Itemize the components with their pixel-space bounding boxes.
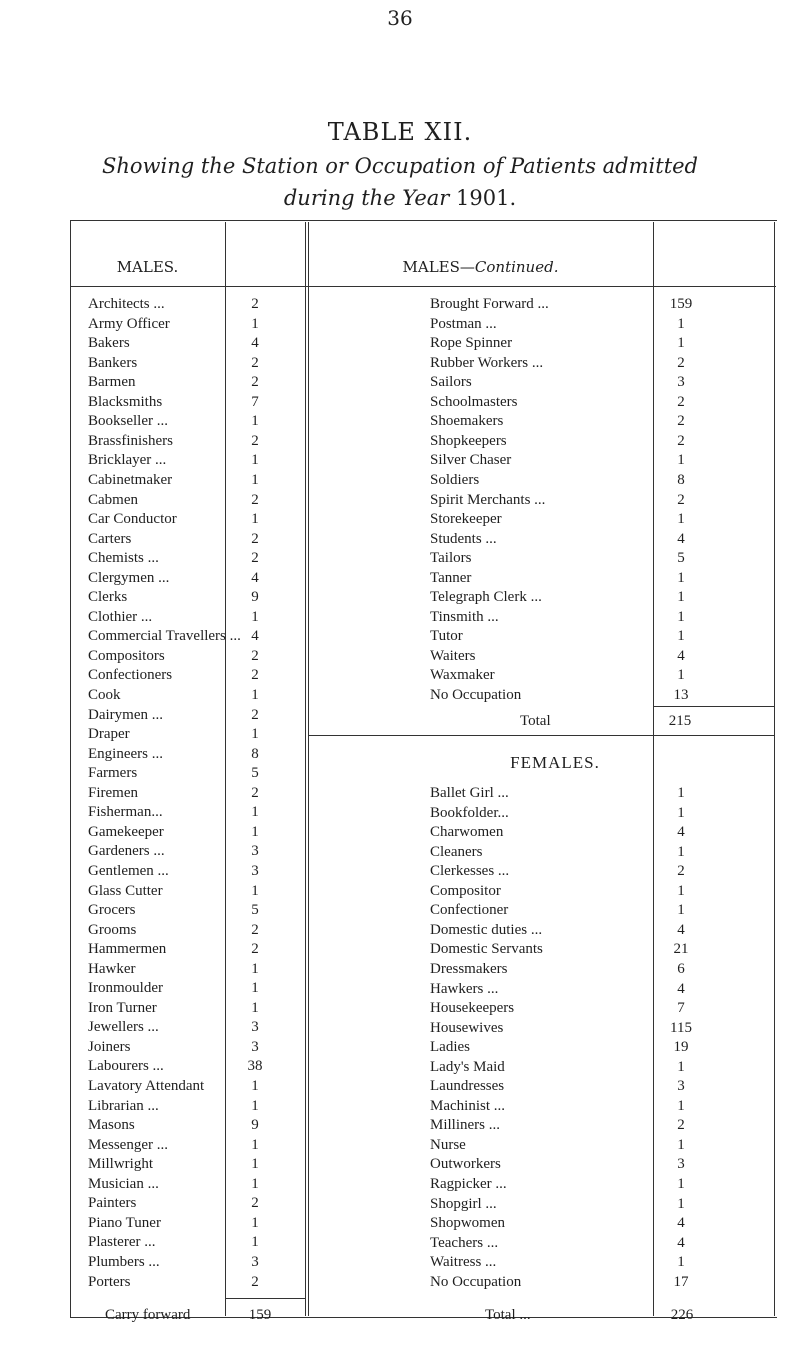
males-continued-entry-row [0,451,800,470]
males-header: MALES. [116,258,179,276]
males-entry-label: Plumbers ... [88,1253,160,1270]
males-continued-entry-value: 1 [677,667,685,684]
males-continued-entry-row [0,569,800,588]
females-entry-label: Domestic duties ... [430,921,543,938]
males-entry-value: 2 [251,941,259,958]
males-entry-label: Piano Tuner [88,1214,161,1231]
males-entry-label: Army Officer [88,315,170,332]
females-entry-value: 2 [677,1117,685,1134]
females-entry-row [0,901,800,920]
males-entry-label: Lavatory Attendant [88,1078,205,1094]
males-entry-value: 1 [251,1234,259,1251]
males-continued-entry-value: 3 [677,374,685,391]
males-entry-value: 3 [251,843,259,860]
males-entry-value: 9 [251,589,259,606]
males-continued-entry-row [0,510,800,529]
females-entry-value: 19 [673,1039,689,1056]
females-entry-row [0,1019,800,1038]
males-continued-entry-value: 1 [677,589,685,606]
females-entry-row [0,1214,800,1233]
males-continued-entry-value: 4 [677,530,685,547]
males-entry-value: 2 [251,667,259,684]
males-entry-value: 1 [251,980,259,997]
males-entry-label: Iron Turner [88,999,157,1016]
females-entry-row [0,1195,800,1214]
males-entry-value: 3 [251,1253,259,1270]
males-entry-label: Commercial Travellers ... [88,628,241,645]
females-entry-value: 7 [677,1000,685,1017]
males-continued-entry-label: Spirit Merchants ... [430,491,546,508]
males-continued-entry-value: 159 [669,296,693,312]
males-continued-entry-value: 2 [677,354,685,371]
males-continued-entry-row [0,608,800,627]
males-entry-value: 8 [251,745,259,762]
males-entry-label: Chemists ... [88,550,159,567]
males-entry-row [0,745,800,764]
males-entry-label: Plasterer ... [88,1234,156,1251]
females-entry-row [0,823,800,842]
rule-left-total-top [225,1298,305,1299]
males-entry-value: 3 [251,1038,259,1055]
males-continued-entry-row [0,432,800,451]
females-entry-label: Lady's Maid [430,1058,505,1075]
males-continued-entry-row [0,295,800,314]
males-continued-entry-label: No Occupation [430,687,522,703]
females-entry-label: Clerkesses ... [430,863,510,880]
males-continued-entry-value: 1 [677,608,685,625]
males-entry-label: Confectioners [88,667,173,684]
males-entry-value: 1 [251,1156,259,1173]
males-continued-entry-row [0,412,800,431]
males-entry-value: 1 [251,1175,259,1192]
females-entry-row [0,1136,800,1155]
females-entry-value: 1 [677,785,685,801]
males-entry-value: 2 [251,784,259,801]
males-continued-entry-value: 8 [677,471,685,488]
males-entry-label: Cook [88,687,121,703]
males-entry-label: Hawker [88,960,136,977]
males-entry-value: 9 [251,1117,259,1134]
males-continued-entry-label: Rubber Workers ... [430,354,544,371]
females-entry-value: 6 [677,960,685,977]
males-entry-label: Car Conductor [88,511,177,528]
males-entry-value: 1 [251,608,259,625]
males-continued-entry-label: Storekeeper [430,511,502,528]
males-entry-label: Dairymen ... [88,706,163,723]
females-entry-label: Machinist ... [430,1097,505,1114]
females-entry-value: 4 [677,1215,685,1232]
females-entry-row [0,784,800,803]
males-entry-value: 1 [251,999,259,1016]
males-entry-value: 2 [251,1195,259,1212]
females-entry-label: Housewives [430,1019,504,1036]
females-entry-value: 4 [677,921,685,938]
females-entry-value: 1 [677,902,685,919]
males-continued-entry-label: Soldiers [430,471,480,488]
males-entry-value: 1 [251,452,259,469]
males-entry-label: Architects ... [88,296,165,312]
females-entry-row [0,882,800,901]
males-entry-label: Labourers ... [88,1058,164,1075]
females-entry-label: Ballet Girl ... [430,785,509,801]
females-entry-value: 1 [677,1097,685,1114]
males-continued-entry-value: 2 [677,393,685,410]
males-entry-label: Joiners [88,1038,131,1055]
males-entry-label: Firemen [88,784,138,801]
males-continued-entry-label: Brought Forward ... [430,296,549,312]
females-entry-value: 21 [673,941,689,958]
subtitle-year: 1901. [456,186,517,210]
females-entry-value: 4 [677,980,685,997]
males-continued-entry-label: Sailors [430,374,472,391]
females-entry-value: 3 [677,1156,685,1173]
females-entry-value: 1 [677,843,685,860]
males-entry-label: Cabinetmaker [88,471,173,488]
females-entry-row [0,960,800,979]
males-continued-entry-row [0,666,800,685]
males-entry-value: 2 [251,491,259,508]
males-continued-entry-value: 1 [677,511,685,528]
males-continued-entry-label: Silver Chaser [430,452,512,469]
males-entry-label: Jewellers ... [88,1019,159,1036]
males-entry-label: Clergymen ... [88,569,170,586]
males-continued-entry-row [0,530,800,549]
males-entry-value: 1 [251,1078,259,1094]
males-continued-entry-label: Telegraph Clerk ... [430,589,542,606]
females-entry-value: 4 [677,1234,685,1251]
males-entry-label: Gardeners ... [88,843,165,860]
males-continued-entry-value: 1 [677,569,685,586]
males-continued-entry-value: 2 [677,491,685,508]
males-entry-label: Clerks [88,589,128,606]
males-entry-value: 1 [251,804,259,821]
females-entry-label: Waitress ... [430,1254,497,1271]
males-continued-entry-label: Waiters [430,647,476,664]
males-total-label: Total [520,713,551,729]
females-entry-row [0,999,800,1018]
males-entry-value: 1 [251,726,259,743]
males-entry-label: Draper [88,726,130,743]
males-entry-row [0,764,800,783]
males-entry-label: Engineers ... [88,745,163,762]
females-entry-row [0,1273,800,1292]
males-continued-entry-label: Tanner [430,569,472,586]
males-continued-entry-label: Tailors [430,550,472,567]
males-entry-label: Bookseller ... [88,413,168,430]
males-entry-label: Gamekeeper [88,823,164,840]
males-total-value: 215 [668,713,692,729]
males-entry-value: 3 [251,1019,259,1036]
males-continued-entry-row [0,373,800,392]
males-continued-entry-row [0,471,800,490]
females-entry-label: Housekeepers [430,1000,515,1017]
females-entry-label: Domestic Servants [430,941,543,958]
females-entry-value: 115 [670,1019,692,1036]
table-title: TABLE XII. [327,118,473,146]
males-entry-value: 4 [251,335,259,352]
males-continued-entry-label: Tinsmith ... [430,608,499,625]
males-entry-label: Brassfinishers [88,432,173,449]
females-entry-row [0,1097,800,1116]
males-continued-entry-row [0,491,800,510]
table-subtitle [0,150,800,214]
males-entry-value: 1 [251,413,259,430]
males-continued-entry-value: 4 [677,647,685,664]
males-entry-value: 1 [251,1214,259,1231]
females-entry-row [0,1077,800,1096]
females-entry-label: Outworkers [430,1156,501,1173]
males-entry-value: 1 [251,882,259,899]
males-entry-value: 2 [251,432,259,449]
females-entry-label: Nurse [430,1136,466,1153]
males-entry-label: Gentlemen ... [88,862,169,879]
females-entry-label: Charwomen [430,824,504,841]
females-entry-label: Compositor [430,882,501,899]
males-entry-label: Carters [88,530,132,547]
page-number: 36 [387,6,413,30]
males-entry-value: 1 [251,315,259,332]
males-entry-label: Compositors [88,647,165,664]
males-entry-label: Millwright [88,1156,154,1173]
females-total-label: Total ... [485,1307,531,1323]
males-entry-value: 4 [251,628,259,645]
males-continued-entry-value: 1 [677,315,685,332]
males-continued-entry-row [0,549,800,568]
males-entry-label: Clothier ... [88,608,153,625]
males-continued-entry-value: 2 [677,432,685,449]
females-entry-row [0,1234,800,1253]
females-total-row [0,1306,800,1325]
males-entry-value: 1 [251,960,259,977]
males-continued-suffix: Continued. [474,258,559,276]
females-entry-label: Milliners ... [430,1117,500,1134]
males-entry-label: Farmers [88,765,138,782]
males-entry-value: 1 [251,511,259,528]
females-entry-row [0,921,800,940]
females-entry-label: Dressmakers [430,960,508,977]
females-entry-value: 1 [677,1176,685,1192]
subtitle-line-2-text: during the Year [283,186,450,210]
males-continued-header [308,258,653,276]
males-entry-label: Hammermen [88,941,167,958]
males-entry-value: 5 [251,765,259,782]
males-entry-label: Masons [88,1117,135,1134]
males-total-row [0,712,800,731]
males-entry-label: Librarian ... [88,1097,159,1114]
males-continued-entry-row [0,315,800,334]
males-entry-value: 1 [251,823,259,840]
males-entry-value: 1 [251,1097,259,1114]
males-continued-entry-value: 2 [677,413,685,430]
females-entry-value: 1 [677,882,685,899]
males-entry-value: 2 [251,354,259,371]
males-continued-entry-row [0,334,800,353]
females-entry-row [0,862,800,881]
rule-header-bottom [70,286,776,287]
males-entry-label: Blacksmiths [88,393,163,410]
females-entry-value: 1 [677,804,685,821]
females-entry-label: Ladies [430,1039,470,1056]
females-entry-value: 2 [677,863,685,880]
males-continued-entry-row [0,627,800,646]
males-entry-value: 2 [251,530,259,547]
males-entry-value: 4 [251,569,259,586]
females-entry-row [0,1038,800,1057]
females-total-value: 226 [670,1307,694,1323]
females-entry-row [0,980,800,999]
males-entry-label: Barmen [88,374,136,391]
males-continued-entry-label: Shopkeepers [430,432,507,449]
males-continued-entry-label: Tutor [430,628,463,645]
males-entry-label: Grooms [88,921,137,938]
females-entry-label: No Occupation [430,1273,522,1290]
males-entry-label: Painters [88,1195,137,1212]
females-entry-label: Cleaners [430,843,483,860]
males-entry-value: 2 [251,374,259,391]
males-continued-entry-value: 13 [673,687,689,703]
males-entry-value: 2 [251,647,259,664]
males-entry-label: Ironmoulder [88,980,163,997]
males-entry-label: Messenger ... [88,1136,168,1153]
males-entry-value: 3 [251,862,259,879]
males-entry-label: Glass Cutter [88,882,163,899]
carry-forward-label: Carry forward [105,1307,191,1323]
males-continued-entry-row [0,354,800,373]
males-entry-label: Bakers [88,335,130,352]
females-entry-row [0,1253,800,1272]
females-entry-label: Ragpicker ... [430,1176,507,1192]
males-continued-prefix: MALES— [402,258,475,276]
males-entry-value: 2 [251,921,259,938]
males-entry-value: 2 [251,706,259,723]
males-entry-value: 5 [251,902,259,919]
females-entry-value: 3 [677,1078,685,1095]
males-entry-value: 2 [251,550,259,567]
males-continued-entry-label: Rope Spinner [430,335,513,352]
carry-forward-value: 159 [248,1307,272,1323]
females-entry-row [0,1116,800,1135]
females-entry-label: Bookfolder... [430,804,509,821]
females-entry-value: 1 [677,1136,685,1153]
males-continued-entry-label: Schoolmasters [430,393,518,410]
males-entry-label: Musician ... [88,1175,159,1192]
females-entry-label: Laundresses [430,1078,505,1095]
females-header: FEMALES. [510,753,600,772]
males-entry-value: 1 [251,1136,259,1153]
males-continued-entry-value: 1 [677,628,685,645]
females-entry-label: Shopwomen [430,1215,505,1232]
males-entry-label: Fisherman... [88,804,163,821]
females-entry-row [0,804,800,823]
females-entry-row [0,1058,800,1077]
females-entry-value: 1 [677,1254,685,1271]
males-entry-label: Bricklayer ... [88,452,167,469]
females-entry-label: Confectioner [430,902,509,919]
males-continued-entry-label: Waxmaker [430,667,495,684]
males-continued-entry-value: 5 [677,550,685,567]
males-continued-entry-label: Postman ... [430,315,497,332]
males-continued-entry-row [0,647,800,666]
females-entry-row [0,1155,800,1174]
females-entry-label: Shopgirl ... [430,1195,497,1212]
males-continued-entry-label: Shoemakers [430,413,504,430]
males-entry-label: Grocers [88,902,136,919]
males-entry-value: 1 [251,687,259,703]
males-continued-entry-label: Students ... [430,530,497,547]
males-continued-entry-value: 1 [677,335,685,352]
males-entry-label: Bankers [88,354,138,371]
females-entry-label: Hawkers ... [430,980,499,997]
females-entry-value: 4 [677,824,685,841]
males-entry-value: 38 [247,1058,263,1075]
males-continued-entry-row [0,393,800,412]
males-continued-entry-value: 1 [677,452,685,469]
males-entry-label: Porters [88,1273,131,1290]
males-entry-value: 2 [251,1273,259,1290]
females-entry-label: Teachers ... [430,1234,499,1251]
males-entry-value: 1 [251,471,259,488]
females-entry-row [0,843,800,862]
females-entry-row [0,1175,800,1194]
females-entry-value: 1 [677,1195,685,1212]
males-entry-value: 2 [251,296,259,312]
females-entry-value: 17 [673,1273,689,1290]
females-entry-row [0,940,800,959]
females-entry-value: 1 [677,1058,685,1075]
males-entry-label: Cabmen [88,491,138,508]
males-entry-value: 7 [251,393,259,410]
subtitle-line-1: Showing the Station or Occupation of Patients admitted [101,154,699,178]
males-continued-entry-row [0,686,800,705]
subtitle-line-2 [0,182,800,214]
males-continued-entry-row [0,588,800,607]
